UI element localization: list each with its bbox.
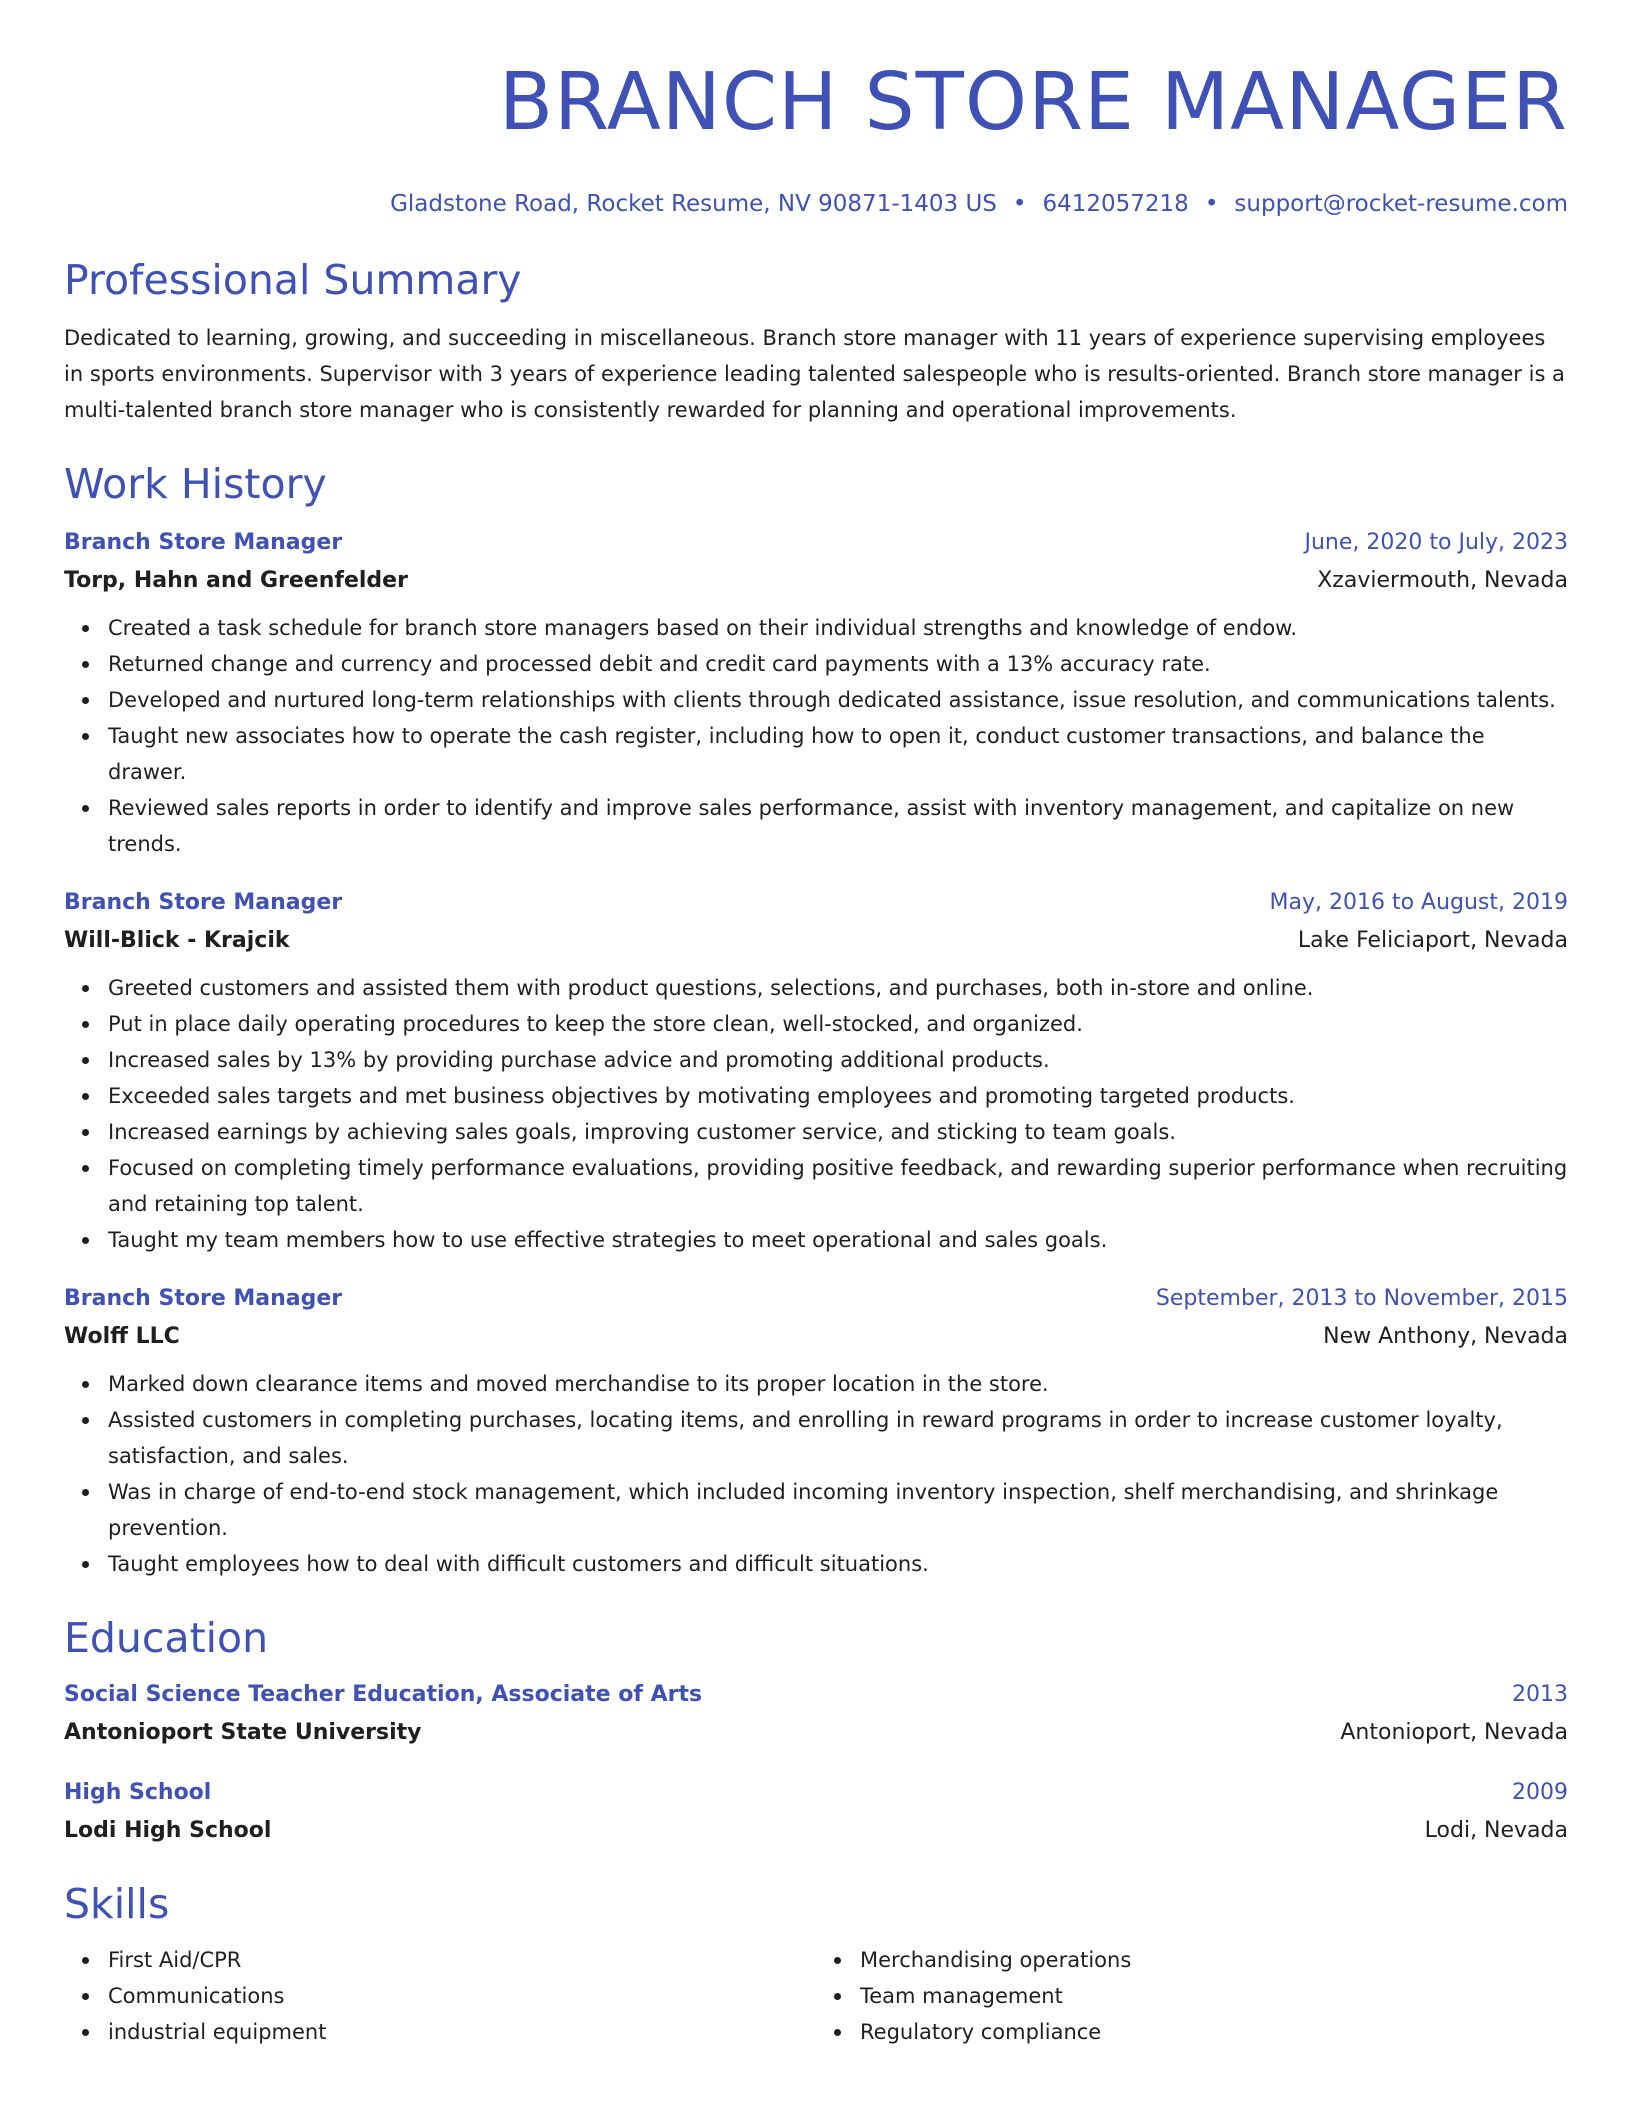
- contact-separator: •: [1204, 191, 1219, 217]
- job-header-row: [64, 888, 1568, 918]
- job-dates: May, 2016 to August, 2019: [1269, 890, 1568, 915]
- education-location: Lodi, Nevada: [1424, 1818, 1568, 1843]
- job-bullet: Taught new associates how to operate the cash register, including how to open it, conduct customer transactions, and balance the drawer.: [108, 718, 1568, 790]
- job-dates: September, 2013 to November, 2015: [1155, 1286, 1568, 1311]
- job-company-row: [64, 926, 1568, 956]
- job-bullet: Taught my team members how to use effective strategies to meet operational and sales goals.: [108, 1222, 1568, 1258]
- skill-item: Communications: [108, 1978, 816, 2014]
- job-bullet: Focused on completing timely performance evaluations, providing positive feedback, and rewarding superior performance when recruiting and retaining top talent.: [108, 1150, 1568, 1222]
- skills-column-left: [64, 1942, 816, 2050]
- job-location: Lake Feliciaport, Nevada: [1297, 928, 1568, 953]
- education-header-row: [64, 1680, 1568, 1710]
- job-entry: [64, 528, 1568, 862]
- education-year: 2009: [1512, 1780, 1568, 1805]
- skill-item: industrial equipment: [108, 2014, 816, 2050]
- work-history-heading: Work History: [64, 460, 327, 508]
- job-location: Xzaviermouth, Nevada: [1317, 568, 1568, 593]
- job-bullet: Created a task schedule for branch store managers based on their individual strengths and knowledge of endow.: [108, 610, 1568, 646]
- summary-heading: Professional Summary: [64, 256, 522, 304]
- job-role: Branch Store Manager: [64, 530, 343, 555]
- job-entry: [64, 1284, 1568, 1582]
- work-history-list: [64, 528, 1568, 1582]
- education-header-row: [64, 1778, 1568, 1808]
- education-degree: Social Science Teacher Education, Associate of Arts: [64, 1682, 703, 1707]
- education-location: Antonioport, Nevada: [1340, 1720, 1568, 1745]
- job-bullet: Taught employees how to deal with difficult customers and difficult situations.: [108, 1546, 1568, 1582]
- job-bullets: [64, 610, 1568, 862]
- job-bullet: Reviewed sales reports in order to identify and improve sales performance, assist with inventory management, and capitalize on new trends.: [108, 790, 1568, 862]
- skill-item: Merchandising operations: [860, 1942, 1568, 1978]
- job-company: Torp, Hahn and Greenfelder: [64, 568, 408, 593]
- candidate-title: BRANCH STORE MANAGER: [498, 56, 1568, 148]
- contact-line: [64, 190, 1568, 218]
- education-school: Lodi High School: [64, 1818, 272, 1843]
- job-company: Wolff LLC: [64, 1324, 180, 1349]
- job-bullet: Put in place daily operating procedures to keep the store clean, well-stocked, and organized.: [108, 1006, 1568, 1042]
- education-list: [64, 1680, 1568, 1846]
- education-entry: [64, 1680, 1568, 1748]
- skill-item: Team management: [860, 1978, 1568, 2014]
- contact-separator: •: [1012, 191, 1027, 217]
- contact-address: Gladstone Road, Rocket Resume, NV 90871-1403 US: [390, 191, 997, 217]
- job-role: Branch Store Manager: [64, 1286, 343, 1311]
- job-bullet: Greeted customers and assisted them with product questions, selections, and purchases, both in-store and online.: [108, 970, 1568, 1006]
- skills-column-right: [816, 1942, 1568, 2050]
- job-entry: [64, 888, 1568, 1258]
- contact-email: support@rocket-resume.com: [1234, 191, 1568, 217]
- job-bullet: Assisted customers in completing purchases, locating items, and enrolling in reward programs in order to increase customer loyalty, satisfaction, and sales.: [108, 1402, 1568, 1474]
- job-header-row: [64, 1284, 1568, 1314]
- job-company: Will-Blick - Krajcik: [64, 928, 290, 953]
- contact-phone: 6412057218: [1042, 191, 1189, 217]
- education-year: 2013: [1512, 1682, 1568, 1707]
- skill-item: First Aid/CPR: [108, 1942, 816, 1978]
- job-header-row: [64, 528, 1568, 558]
- education-heading: Education: [64, 1614, 269, 1662]
- job-company-row: [64, 566, 1568, 596]
- job-bullet: Increased earnings by achieving sales goals, improving customer service, and sticking to team goals.: [108, 1114, 1568, 1150]
- job-bullet: Marked down clearance items and moved merchandise to its proper location in the store.: [108, 1366, 1568, 1402]
- skills-heading: Skills: [64, 1880, 170, 1928]
- skills-list: [64, 1942, 1568, 2050]
- job-bullet: Increased sales by 13% by providing purchase advice and promoting additional products.: [108, 1042, 1568, 1078]
- education-school-row: [64, 1718, 1568, 1748]
- job-role: Branch Store Manager: [64, 890, 343, 915]
- job-dates: June, 2020 to July, 2023: [1304, 530, 1568, 555]
- job-bullets: [64, 1366, 1568, 1582]
- education-school-row: [64, 1816, 1568, 1846]
- job-bullet: Developed and nurtured long-term relationships with clients through dedicated assistance, issue resolution, and communications talents.: [108, 682, 1568, 718]
- summary-text: Dedicated to learning, growing, and succeeding in miscellaneous. Branch store manager with 11 years of experience supervising employees in sports environments. Supervisor with 3 years of experience leading talented salespeople who is results-oriented. Branch store manager is a multi-talented branch store manager who is consistently rewarded for planning and operational improvements.: [64, 326, 1565, 422]
- job-bullet: Returned change and currency and processed debit and credit card payments with a 13% accuracy rate.: [108, 646, 1568, 682]
- job-bullet: Was in charge of end-to-end stock management, which included incoming inventory inspection, shelf merchandising, and shrinkage prevention.: [108, 1474, 1568, 1546]
- job-bullet: Exceeded sales targets and met business objectives by motivating employees and promoting targeted products.: [108, 1078, 1568, 1114]
- education-degree: High School: [64, 1780, 212, 1805]
- education-entry: [64, 1778, 1568, 1846]
- skill-item: Regulatory compliance: [860, 2014, 1568, 2050]
- job-bullets: [64, 970, 1568, 1258]
- resume-header: [64, 50, 1568, 218]
- education-school: Antonioport State University: [64, 1720, 422, 1745]
- job-location: New Anthony, Nevada: [1323, 1324, 1568, 1349]
- job-company-row: [64, 1322, 1568, 1352]
